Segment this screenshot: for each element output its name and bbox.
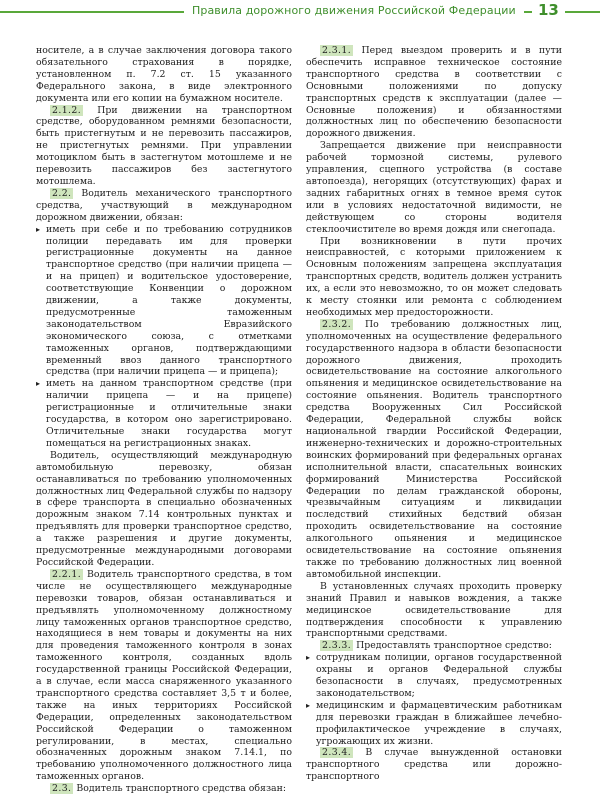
clause-text: По требованию должностных лиц, уполномоченных на осуществление федерального государственного надзора в области безопасности дорожного движения, проходить освидетельствование на состояние алкогольного опьянения и медицинское освидетельствование на состояние опьянения. Водитель транспортного средства Вооруженных Сил Российской Федерации, Федеральной службы войск национальной гвардии Российской Федерации, инженерно-технических и дорожно-строительных воинских формирований при федеральных органах исполнительной власти, спасательных воинских формирований Министерства Российской Федерации по делам гражданской обороны, чрезвычайным ситуациям и ликвидации последствий стихийных бедствий обязан проходить освидетельствование на состояние алкогольного опьянения и медицинское освидетельствование на состояние опьянения также по требованию должностных лиц военной автомобильной инспекции. (306, 318, 562, 580)
clause-text: В случае вынужденной остановки транспортного средства или дорожно-транспортного (306, 747, 562, 783)
clause-number: 2.3.1. (322, 45, 352, 56)
clause-2-2 (36, 188, 292, 224)
clause-2-2-1 (36, 569, 292, 783)
paragraph: носителе, а в случае заключения договора такого обязательного страхования в порядке, установленном п. 7.2 ст. 15 указанного Федерального закона, в виде электронного документа или его копии на бумажном носителе. (36, 45, 292, 104)
page-header (0, 0, 600, 28)
clause-number: 2.2.1. (52, 568, 82, 580)
clause-text: Предоставлять транспортное средство: (353, 640, 552, 652)
clause-2-3-4 (306, 747, 562, 783)
clause-2-3-2 (306, 319, 562, 581)
clause-text: Перед выездом проверить и в пути обеспечить исправное техническое состояние транспортного средства в соответствии с Основными положениями по допуску транспортных средств к эксплуатации (далее — Основные положения) и обязанностями должностных лиц по обеспечению безопасности дорожного движения. (306, 45, 562, 140)
paragraph: В установленных случаях проходить проверку знаний Правил и навыков вождения, а также медицинское освидетельствование для подтверждения способности к управлению транспортными средствами. (306, 580, 562, 640)
clause-text: Водитель транспортного средства, в том числе не осуществляющего международные перевозки товаров, обязан останавливаться и предъявлять уполномоченному должностному лицу таможенных органов транспортное средство, находящиеся в нем товары и документы на них для проведения таможенного контроля в зонах таможенного контроля, созданных вдоль государственной границы Российской Федерации, а в случае, если масса снаряженного указанного транспортного средства составляет 3,5 т и более, также на иных территориях Российской Федерации, определенных законодательством Российской Федерации о таможенном регулировании, в местах, специально обозначенных дорожным знаком 7.14.1, по требованию уполномоченного должностного лица таможенных органов. (36, 568, 292, 783)
clause-number: 2.3.4. (322, 747, 352, 759)
paragraph: При возникновении в пути прочих неисправностей, с которыми приложением к Основным положениям запрещена эксплуатация транспортных средств, водитель должен устранить их, а если это невозможно, то он может следовать к месту стоянки или ремонта с соблюдением необходимых мер предосторожности. (306, 235, 562, 318)
list-item: ▸ сотрудникам полиции, органов государственной охраны и органов Федеральной службы безопасности в случаях, предусмотренных законодательством; (316, 652, 562, 700)
left-column (36, 45, 292, 795)
clause-2-3 (36, 783, 292, 795)
paragraph: Водитель, осуществляющий международную автомобильную перевозку, обязан останавливаться по требованию уполномоченных должностных лиц Федеральной службы по надзору в сфере транспорта в специально обозначенных дорожным знаком 7.14 контрольных пунктах и предъявлять для проверки транспортное средство, а также разрешения и другие документы, предусмотренные международными договорами Российской Федерации. (36, 449, 292, 568)
list-item: ▸ иметь при себе и по требованию сотрудников полиции передавать им для проверки регистрационные документы на данное транспортное средство (при наличии прицепа — и на прицеп) и водительское удостоверение, соответствующие Конвенции о дорожном движении, а также документы, предусмотренные таможенным законодательством Евразийского экономического союза, с отметками таможенных органов, подтверждающими временный ввоз данного транспортного средства (при наличии прицепа — и прицепа); (46, 224, 292, 379)
clause-text: При движении на транспортном средстве, оборудованном ремнями безопасности, быть пристегнутым и не перевозить пассажиров, не пристегнутых ремнями. При управлении мотоциклом быть в застегнутом мотошлеме и не перевозить пассажиров без застегнутого мотошлема. (36, 104, 292, 187)
paragraph: Запрещается движение при неисправности рабочей тормозной системы, рулевого управления, сцепного устройства (в составе автопоезда), негорящих (отсутствующих) фарах и задних габаритных огнях в темное время суток или в условиях недостаточной видимости, не действующем со стороны водителя стеклоочистителе во время дождя или снегопада. (306, 140, 562, 235)
list-item: ▸ иметь на данном транспортном средстве (при наличии прицепа — и на прицепе) регистрационные и отличительные знаки государства, в котором оно зарегистрировано. Отличительные знаки государства могут помещаться на регистрационных знаках. (46, 378, 292, 449)
clause-2-1-2 (36, 105, 292, 188)
clause-2-3-1 (306, 45, 562, 140)
clause-number: 2.2. (52, 187, 72, 199)
bullet-list (306, 652, 562, 747)
clause-text: Водитель механического транспортного средства, участвующий в международном дорожном движении, обязан: (36, 187, 292, 223)
right-column (306, 45, 562, 783)
page-number: 13 (532, 1, 565, 19)
clause-number: 2.3. (52, 783, 72, 795)
bullet-list (36, 224, 292, 450)
running-title: Правила дорожного движения Российской Федерации (184, 4, 524, 18)
clause-2-3-3 (306, 640, 562, 652)
clause-number: 2.3.2. (322, 318, 352, 330)
clause-text: Водитель транспортного средства обязан: (73, 783, 286, 795)
list-item: ▸ медицинским и фармацевтическим работникам для перевозки граждан в ближайшее лечебно-профилактическое учреждение в случаях, угрожающих их жизни. (316, 700, 562, 748)
clause-number: 2.3.3. (322, 640, 352, 652)
clause-number: 2.1.2. (52, 104, 82, 116)
